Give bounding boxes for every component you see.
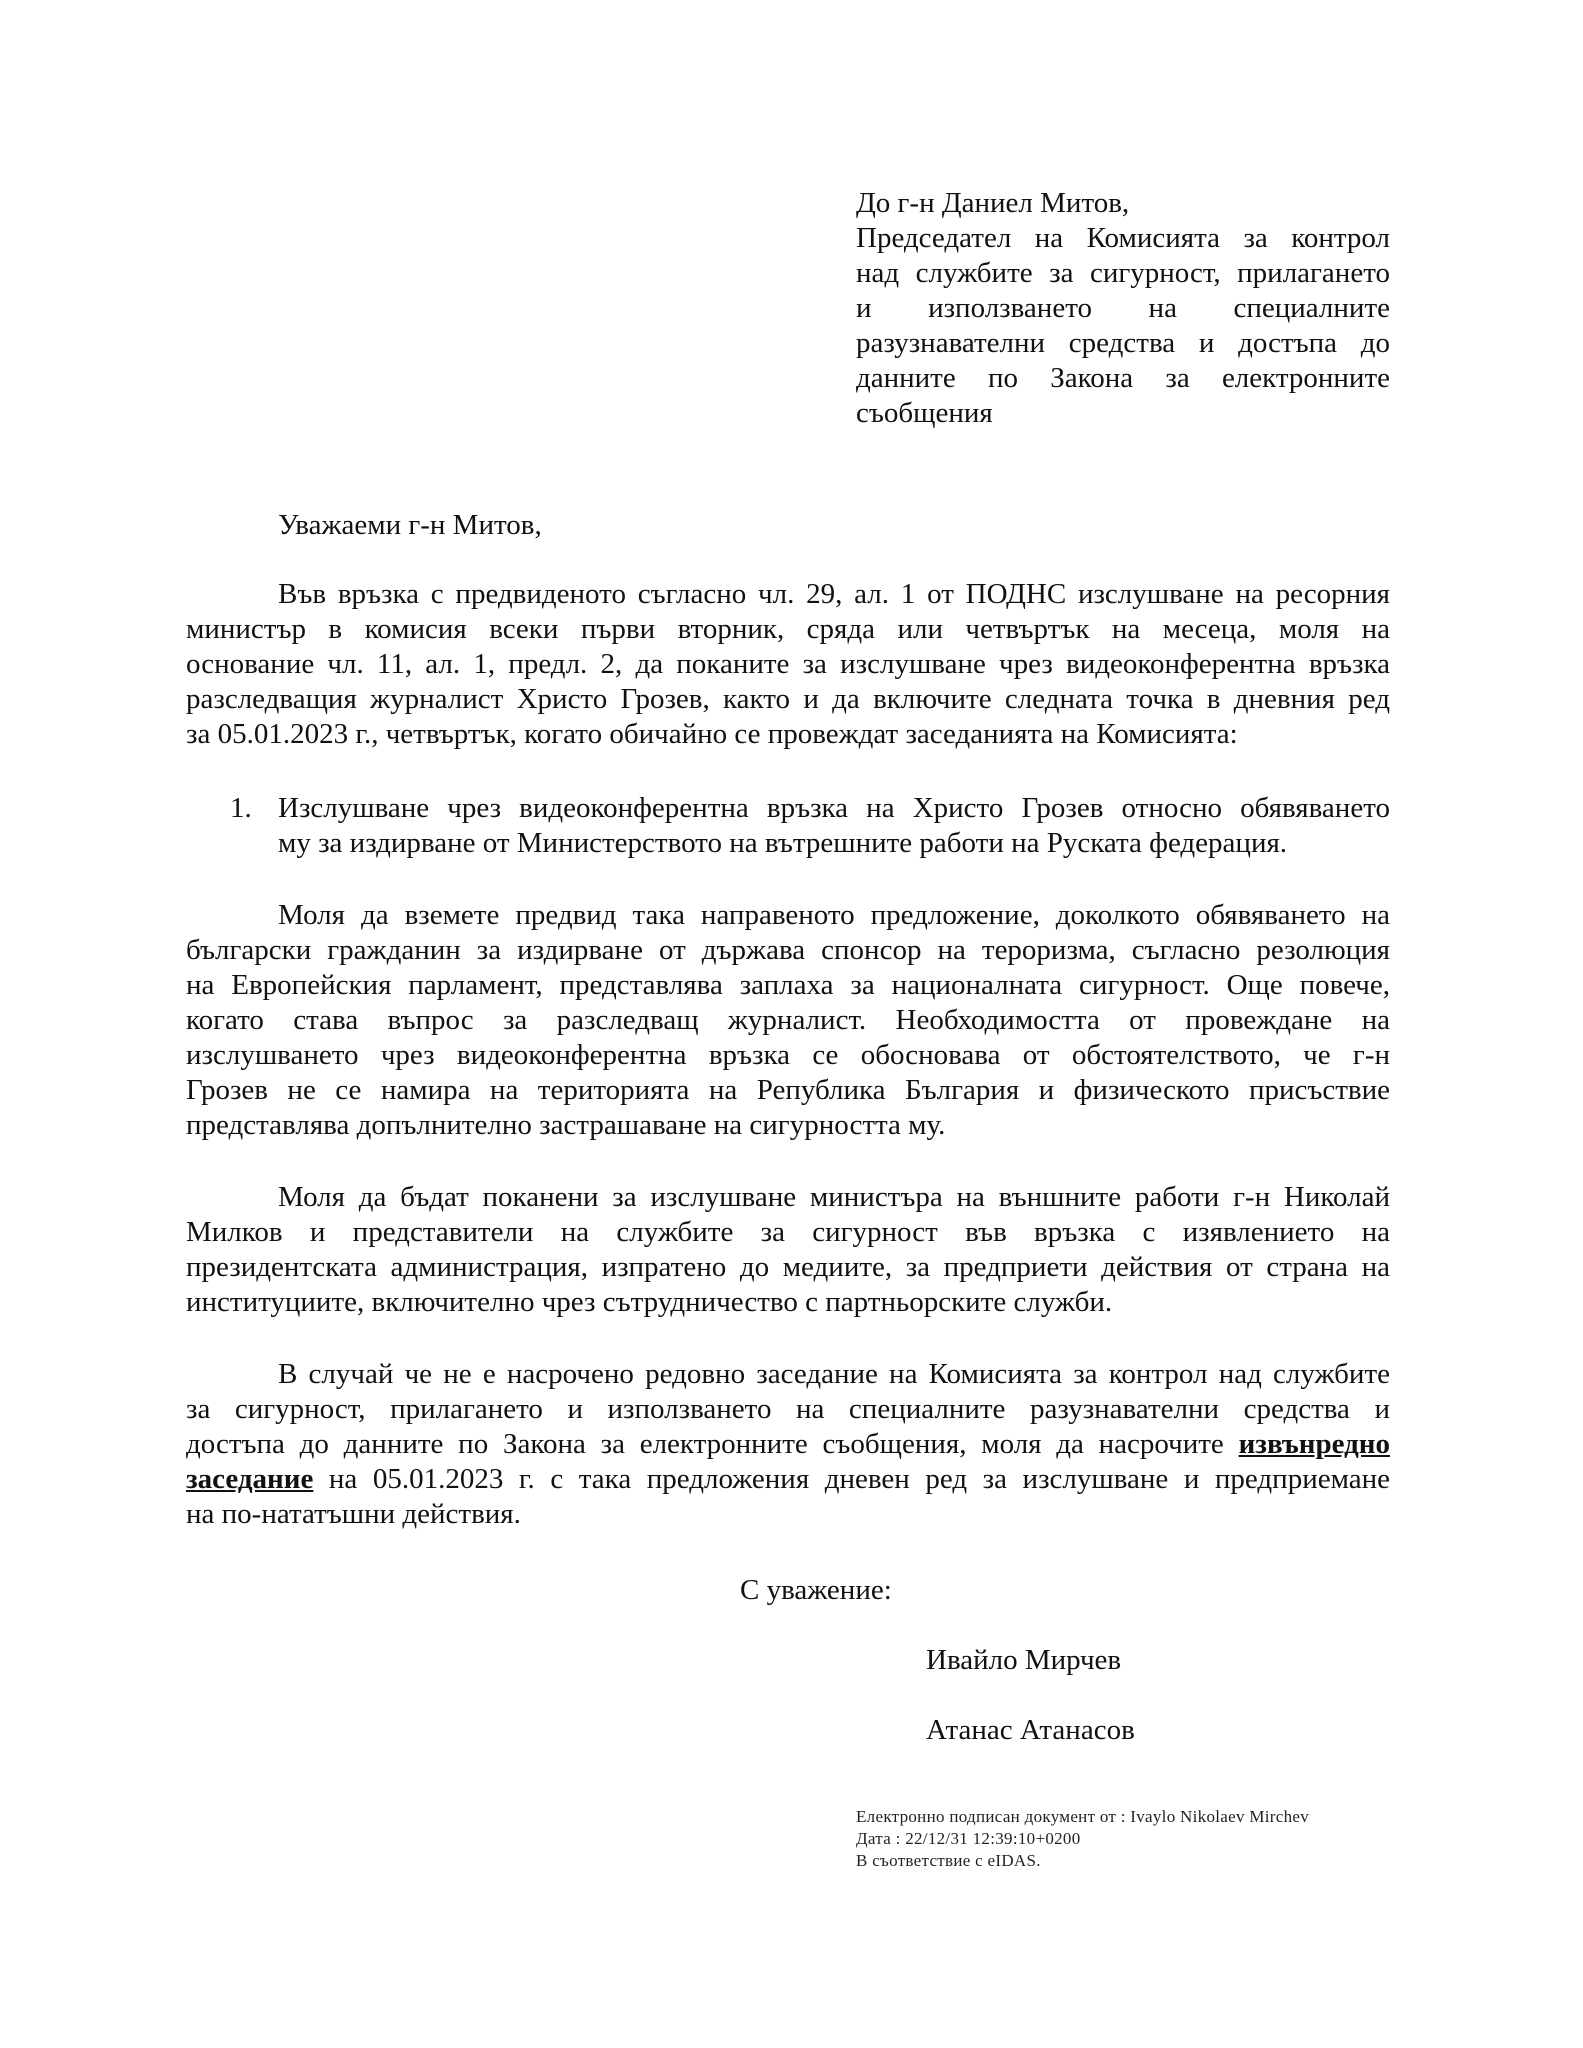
esig-line: В съответствие с eIDAS. xyxy=(856,1851,1041,1870)
agenda-item-number: 1. xyxy=(230,792,252,824)
paragraph-line: български гражданин за издирване от държава спонсор на тероризма, съгласно резолюция xyxy=(186,934,1390,966)
paragraph-line: Във връзка с предвиденото съгласно чл. 29, ал. 1 от ПОДНС изслушване на ресорния xyxy=(278,578,1390,610)
paragraph-line: на по-нататъшни действия. xyxy=(186,1498,521,1530)
paragraph-line: Милков и представители на службите за сигурност във връзка с изявлението на xyxy=(186,1216,1390,1248)
paragraph-line: основание чл. 11, ал. 1, предл. 2, да поканите за изслушване чрез видеоконферентна връзка xyxy=(186,648,1390,680)
paragraph-line: представлява допълнително застрашаване на сигурността му. xyxy=(186,1109,946,1141)
signer-name: Атанас Атанасов xyxy=(926,1714,1135,1746)
addressee-block xyxy=(856,186,1390,431)
addressee-line: над службите за сигурност, прилагането xyxy=(856,257,1390,289)
addressee-line: и използването на специалните xyxy=(856,292,1390,324)
paragraph-1 xyxy=(186,577,1390,752)
agenda-list xyxy=(230,791,1390,861)
paragraph-line: Моля да бъдат поканени за изслушване министъра на външните работи г-н Николай xyxy=(278,1181,1390,1213)
esig-line: Електронно подписан документ от : Ivaylo Nikolaev Mirchev xyxy=(856,1807,1310,1826)
paragraph-line xyxy=(186,1427,1390,1462)
paragraph-line: за сигурност, прилагането и използването на специалните разузнавателни средства и xyxy=(186,1393,1390,1425)
paragraph-2 xyxy=(186,898,1390,1143)
salutation: Уважаеми г-н Митов, xyxy=(278,509,542,541)
addressee-line: данните по Закона за електронните xyxy=(856,362,1390,394)
emphasis-meeting: заседание xyxy=(186,1463,314,1495)
paragraph-line: разследващия журналист Христо Грозев, както и да включите следната точка в дневния ред xyxy=(186,683,1390,715)
agenda-item xyxy=(278,791,1390,861)
paragraph-3 xyxy=(186,1180,1390,1320)
paragraph-line: Грозев не се намира на територията на Република България и физическото присъствие xyxy=(186,1074,1390,1106)
paragraph-line: Моля да вземете предвид така направеното предложение, доколкото обявяването на xyxy=(278,899,1390,931)
paragraph-line: институциите, включително чрез сътрудничество с партньорските служби. xyxy=(186,1286,1113,1318)
paragraph-4 xyxy=(186,1357,1390,1532)
paragraph-line: изслушването чрез видеоконферентна връзка се обосновава от обстоятелството, че г-н xyxy=(186,1039,1390,1071)
paragraph-line xyxy=(186,1462,1390,1497)
paragraph-line: президентската администрация, изпратено до медиите, за предприети действия от страна на xyxy=(186,1251,1390,1283)
addressee-line: разузнавателни средства и достъпа до xyxy=(856,327,1390,359)
emphasis-extraordinary: извънредно xyxy=(1238,1428,1390,1460)
signer-name: Ивайло Мирчев xyxy=(926,1644,1122,1676)
paragraph-text: достъпа до данните по Закона за електронните съобщения, моля да насрочите xyxy=(186,1428,1224,1460)
paragraph-text: на 05.01.2023 г. с така предложения дневен ред за изслушване и предприемане xyxy=(328,1463,1391,1495)
agenda-line: Изслушване чрез видеоконферентна връзка на Христо Грозев относно обявяването xyxy=(278,792,1390,824)
paragraph-line: В случай че не е насрочено редовно заседание на Комисията за контрол над службите xyxy=(278,1358,1390,1390)
paragraph-line: когато става въпрос за разследващ журналист. Необходимостта от провеждане на xyxy=(186,1004,1390,1036)
addressee-line: съобщения xyxy=(856,397,993,429)
electronic-signature-stamp xyxy=(856,1806,1309,1872)
agenda-line: му за издирване от Министерството на вътрешните работи на Руската федерация. xyxy=(278,827,1288,859)
paragraph-line: за 05.01.2023 г., четвъртък, когато обичайно се провеждат заседанията на Комисията: xyxy=(186,718,1238,750)
esig-line: Дата : 22/12/31 12:39:10+0200 xyxy=(856,1829,1081,1848)
paragraph-line: министър в комисия всеки първи вторник, сряда или четвъртък на месеца, моля на xyxy=(186,613,1390,645)
closing: С уважение: xyxy=(740,1574,892,1606)
addressee-line: До г-н Даниел Митов, xyxy=(856,187,1130,219)
paragraph-line: на Европейския парламент, представлява заплаха за националната сигурност. Още повече, xyxy=(186,969,1390,1001)
addressee-line: Председател на Комисията за контрол xyxy=(856,222,1390,254)
